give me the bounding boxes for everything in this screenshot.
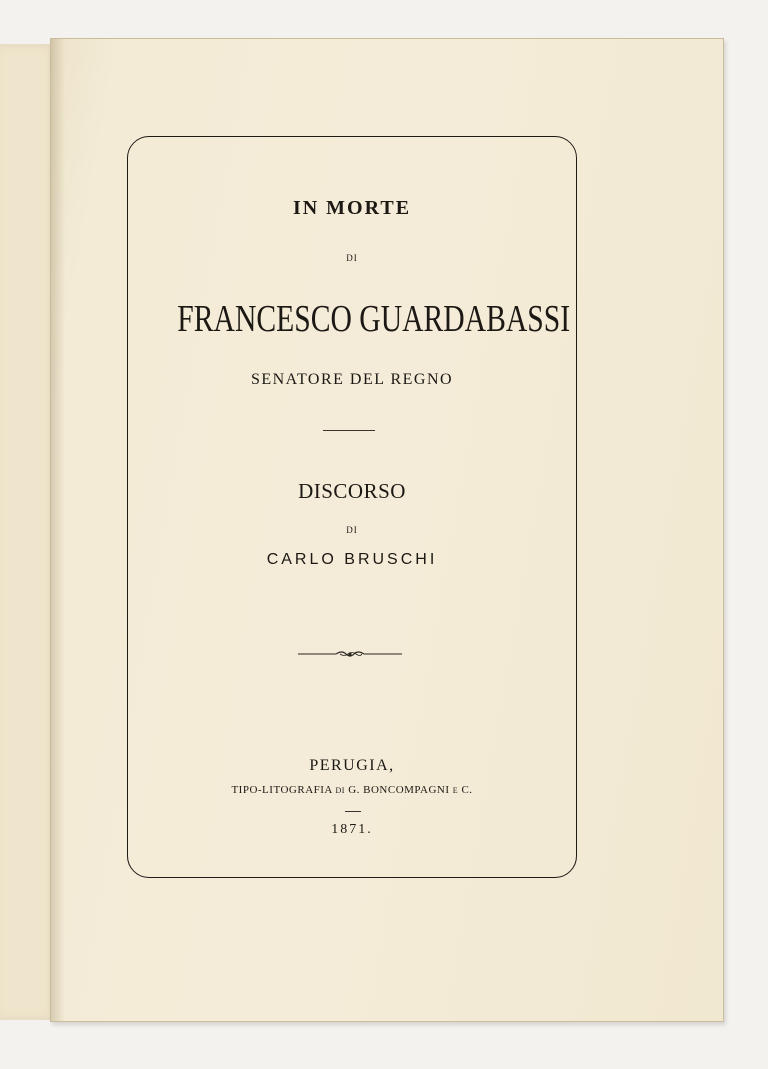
genre-title: DISCORSO bbox=[298, 479, 406, 503]
ornament-icon bbox=[298, 649, 402, 659]
printer-di: DI bbox=[335, 786, 345, 795]
spine-shadow bbox=[51, 39, 65, 1021]
divider-rule bbox=[323, 430, 375, 431]
printer-name-part3: C. bbox=[461, 784, 473, 796]
imprint-city: PERUGIA, bbox=[309, 757, 395, 774]
heading: IN MORTE bbox=[292, 197, 412, 219]
printer-name-part2: G. BONCOMPAGNI bbox=[348, 784, 450, 796]
title-page bbox=[50, 38, 724, 1022]
printer-name-part1: TIPO-LITOGRAFIA bbox=[231, 784, 333, 796]
subject-name: FRANCESCO GUARDABASSI bbox=[177, 298, 571, 340]
di-connector-2: DI bbox=[346, 525, 358, 535]
author-name: CARLO BRUSCHI bbox=[266, 551, 438, 568]
imprint-printer bbox=[128, 784, 576, 796]
book-spread bbox=[0, 38, 725, 1023]
imprint-year: 1871. bbox=[331, 822, 373, 837]
rounded-border-frame bbox=[127, 136, 577, 878]
di-connector-1: DI bbox=[346, 253, 358, 263]
printer-e: E bbox=[452, 786, 459, 795]
short-rule bbox=[345, 811, 361, 812]
subject-role: SENATORE DEL REGNO bbox=[250, 371, 454, 388]
